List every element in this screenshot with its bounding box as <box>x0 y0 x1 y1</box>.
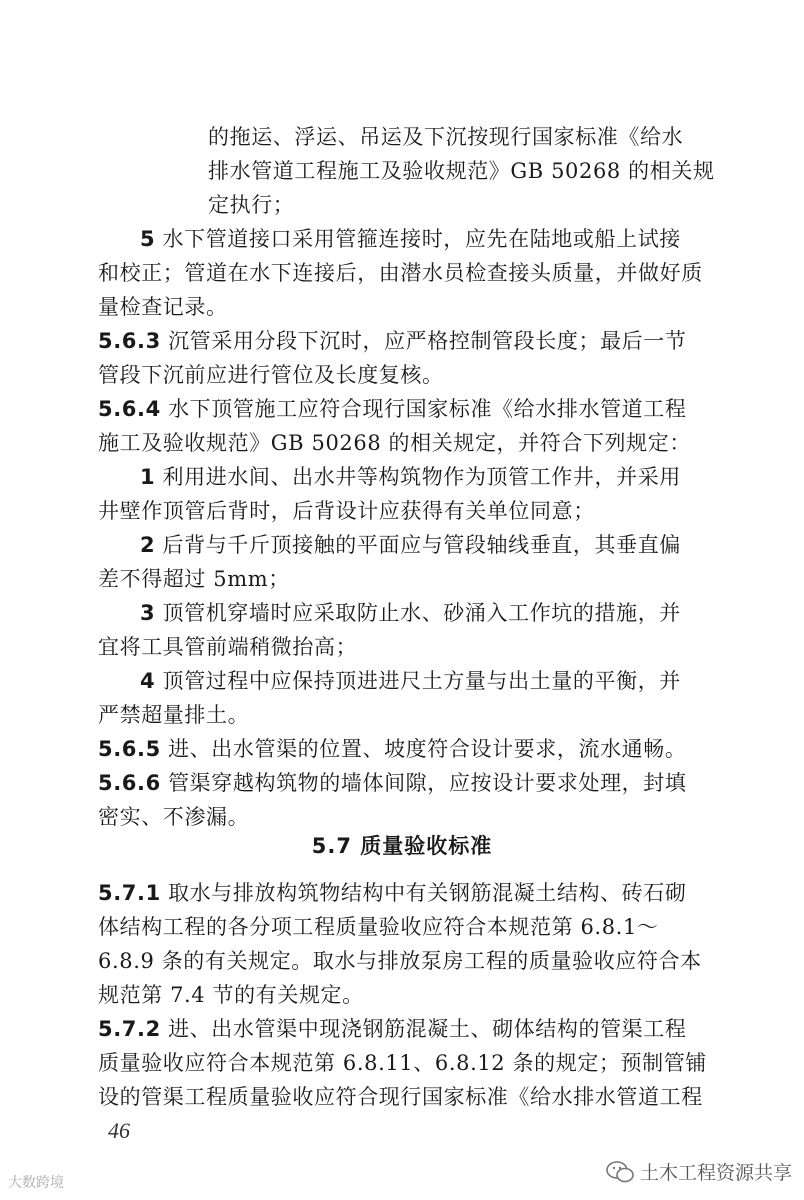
line-text: 量检查记录。 <box>98 295 228 319</box>
line-text: 6.8.9 条的有关规定。取水与排放泵房工程的质量验收应符合本 <box>98 949 702 973</box>
paragraph-p5 <box>98 460 698 528</box>
text-line <box>98 698 698 732</box>
text-line <box>98 876 698 910</box>
text-line <box>98 460 698 494</box>
line-text: 顶管过程中应保持顶进进尺土方量与出土量的平衡，并 <box>155 669 681 693</box>
line-text: 宜将工具管前端稍微抬高； <box>98 635 358 659</box>
clause-number: 5.6.6 <box>98 771 161 795</box>
text-line <box>98 766 698 800</box>
paragraph-p7 <box>98 596 698 664</box>
watermark-left <box>8 1172 64 1192</box>
line-text: 和校正；管道在水下连接后，由潜水员检查接头质量，并做好质 <box>98 261 703 285</box>
clause-number: 5 <box>140 227 156 251</box>
line-text: 井壁作顶管后背时，后背设计应获得有关单位同意； <box>98 499 595 523</box>
text-line <box>98 630 698 664</box>
text-line <box>98 1012 698 1046</box>
line-text: 后背与千斤顶接触的平面应与管段轴线垂直，其垂直偏 <box>155 533 681 557</box>
line-text: 质量验收应符合本规范第 6.8.11、6.8.12 条的规定；预制管铺 <box>98 1051 707 1075</box>
line-text: 管段下沉前应进行管位及长度复核。 <box>98 363 444 387</box>
paragraph-p9 <box>98 732 698 766</box>
paragraph-p1 <box>98 120 715 222</box>
line-text: 定执行； <box>208 193 295 217</box>
paragraph-p12 <box>98 1012 707 1114</box>
line-text: 管渠穿越构筑物的墙体间隙，应按设计要求处理，封填 <box>160 771 687 795</box>
text-line <box>98 978 698 1012</box>
line-text: 利用进水间、出水井等构筑物作为顶管工作井，并采用 <box>155 465 681 489</box>
text-line <box>98 528 698 562</box>
paragraph-p8 <box>98 664 698 732</box>
paragraph-p3 <box>98 324 698 392</box>
text-block-top <box>98 120 715 834</box>
text-line <box>98 392 698 426</box>
clause-number: 3 <box>140 601 156 625</box>
text-line <box>98 1046 707 1080</box>
clause-number: 5.6.4 <box>98 397 161 421</box>
line-text: 体结构工程的各分项工程质量验收应符合本规范第 6.8.1～ <box>98 915 659 939</box>
watermark-left-text: 大数跨境 <box>8 1175 64 1191</box>
line-text: 设的管渠工程质量验收应符合现行国家标准《给水排水管道工程 <box>98 1085 703 1109</box>
page-number: 46 <box>108 1118 130 1143</box>
clause-number: 1 <box>140 465 156 489</box>
clause-number: 5.7.2 <box>98 1017 161 1041</box>
clause-number: 2 <box>140 533 156 557</box>
text-line <box>98 732 698 766</box>
wechat-icon <box>606 1161 634 1183</box>
text-line <box>98 324 698 358</box>
text-line <box>98 222 698 256</box>
clause-number: 5.6.5 <box>98 737 161 761</box>
text-line <box>98 256 703 290</box>
text-line <box>98 120 698 154</box>
clause-number: 5.6.3 <box>98 329 161 353</box>
text-line <box>98 800 698 834</box>
paragraph-p10 <box>98 766 698 834</box>
watermark-right <box>606 1158 792 1185</box>
paragraph-p2 <box>98 222 703 324</box>
line-text: 差不得超过 5mm； <box>98 567 290 591</box>
text-line <box>98 596 698 630</box>
text-line <box>98 664 698 698</box>
line-text: 进、出水管渠中现浇钢筋混凝土、砌体结构的管渠工程 <box>160 1017 687 1041</box>
line-text: 施工及验收规范》GB 50268 的相关规定，并符合下列规定： <box>98 431 691 455</box>
line-text: 沉管采用分段下沉时，应严格控制管段长度；最后一节 <box>160 329 687 353</box>
watermark-right-text: 土木工程资源共享 <box>639 1162 792 1184</box>
paragraph-p6 <box>98 528 698 596</box>
clause-number: 5.7.1 <box>98 881 161 905</box>
text-line <box>98 944 702 978</box>
text-block-bottom <box>98 876 707 1114</box>
text-line <box>98 494 698 528</box>
line-text: 取水与排放构筑物结构中有关钢筋混凝土结构、砖石砌 <box>160 881 687 905</box>
line-text: 水下顶管施工应符合现行国家标准《给水排水管道工程 <box>160 397 687 421</box>
line-text: 排水管道工程施工及验收规范》GB 50268 的相关规 <box>208 159 715 183</box>
text-line <box>98 426 698 460</box>
line-text: 水下管道接口采用管箍连接时，应先在陆地或船上试接 <box>155 227 681 251</box>
text-line <box>98 290 698 324</box>
paragraph-p11 <box>98 876 702 1012</box>
text-line <box>98 154 715 188</box>
line-text: 严禁超量排土。 <box>98 703 250 727</box>
line-text: 的拖运、浮运、吊运及下沉按现行国家标准《给水 <box>208 125 684 149</box>
text-line <box>98 910 698 944</box>
clause-number: 4 <box>140 669 156 693</box>
text-line <box>98 188 698 222</box>
line-text: 顶管机穿墙时应采取防止水、砂涌入工作坑的措施，并 <box>155 601 681 625</box>
text-line <box>98 358 698 392</box>
line-text: 进、出水管渠的位置、坡度符合设计要求，流水通畅。 <box>160 737 687 761</box>
line-text: 规范第 7.4 节的有关规定。 <box>98 983 364 1007</box>
line-text: 密实、不渗漏。 <box>98 805 250 829</box>
paragraph-p4 <box>98 392 698 460</box>
section-heading: 5.7 质量验收标准 <box>311 834 493 858</box>
text-line <box>98 1080 703 1114</box>
text-line <box>98 562 698 596</box>
